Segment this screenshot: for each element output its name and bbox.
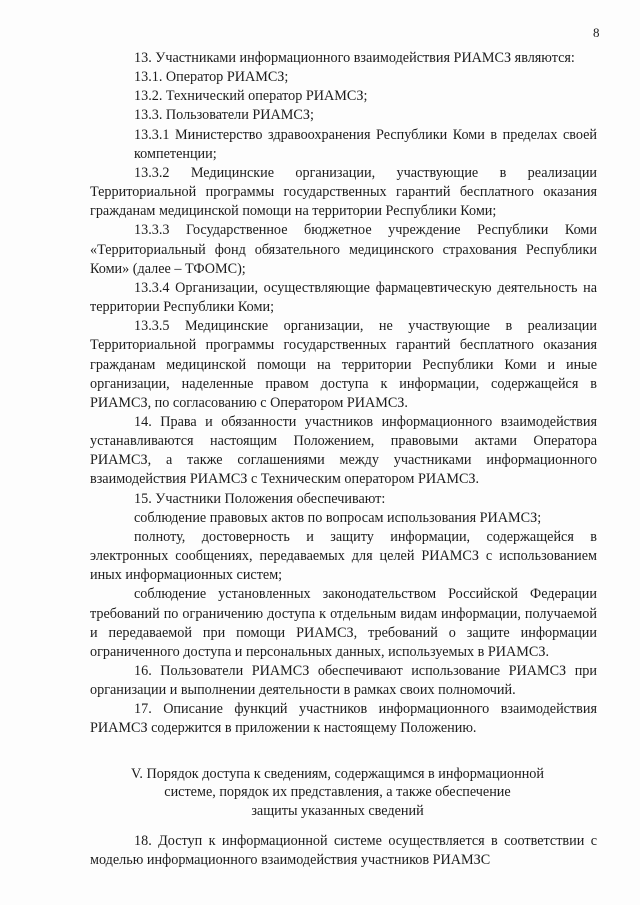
paragraph-14: 14. Права и обязанности участников информационного взаимодействия устанавливаются настоящим Положением, правовыми актами Оператора РИАМСЗ, а также соглашениями между участниками информационного взаимодействия РИАМСЗ с Техническим оператором РИАМСЗ. xyxy=(90,413,597,488)
paragraph-16: 16. Пользователи РИАМСЗ обеспечивают использование РИАМСЗ при организации и выполнении деятельности в рамках своих полномочий. xyxy=(90,663,597,699)
item-13-3: 13.3. Пользователи РИАМСЗ; xyxy=(134,107,314,124)
section-heading xyxy=(90,765,597,821)
paragraph-18: 18. Доступ к информационной системе осуществляется в соответствии с моделью информационного взаимодействия участников РИАМЗС xyxy=(90,833,597,869)
paragraph-17: 17. Описание функций участников информационного взаимодействия РИАМСЗ содержится в приложении к настоящему Положению. xyxy=(90,701,597,737)
paragraph-13: 13. Участниками информационного взаимодействия РИАМСЗ являются: xyxy=(134,50,575,66)
paragraph-15-c: соблюдение установленных законодательством Российской Федерации требований по ограничению доступа к отдельным видам информации, получаемой и передаваемой при помощи РИАМСЗ, требований о защите информации ограниченного доступа и персональных данных, используемых в РИАМСЗ. xyxy=(90,586,597,660)
item-13-3-4: 13.3.4 Организации, осуществляющие фармацевтическую деятельность на территории Республики Коми; xyxy=(90,279,597,316)
section-heading-line-2: системе, порядок их представления, а также обеспечение xyxy=(164,784,511,801)
section-heading-line-3: защиты указанных сведений xyxy=(251,802,424,819)
item-13-3-3: 13.3.3 Государственное бюджетное учреждение Республики Коми «Территориальный фонд обязательного медицинского страхования Республики Коми» (далее – ТФОМС); xyxy=(90,222,597,277)
section-heading-line-1: V. Порядок доступа к сведениям, содержащимся в информационной xyxy=(131,765,544,782)
item-13-3-1: 13.3.1 Министерство здравоохранения Республики Коми в пределах своей компетенции; xyxy=(134,126,597,162)
item-13-2: 13.2. Технический оператор РИАМСЗ; xyxy=(134,88,368,105)
paragraph-15-a: соблюдение правовых актов по вопросам использования РИАМСЗ; xyxy=(134,509,542,526)
page-number: 8 xyxy=(593,25,600,40)
paragraph-15: 15. Участники Положения обеспечивают: xyxy=(134,490,386,507)
item-13-3-2: 13.3.2 Медицинские организации, участвующие в реализации Территориальной программы государственных гарантий бесплатного оказания гражданам медицинской помощи на территории Республики Коми; xyxy=(90,164,597,220)
paragraph-15-b: полноту, достоверность и защиту информации, содержащейся в электронных сообщениях, передаваемых для целей РИАМСЗ с использованием иных информационных систем; xyxy=(90,528,597,584)
item-13-3-5: 13.3.5 Медицинские организации, не участвующие в реализации Территориальной программы государственных гарантий бесплатного оказания гражданам медицинской помощи на территории Республики Коми и иные организации, наделенные правом доступа к информации, содержащейся в РИАМСЗ, по согласованию с Оператором РИАМСЗ. xyxy=(90,318,597,411)
document-body xyxy=(90,49,597,870)
item-13-1: 13.1. Оператор РИАМСЗ; xyxy=(134,69,289,86)
